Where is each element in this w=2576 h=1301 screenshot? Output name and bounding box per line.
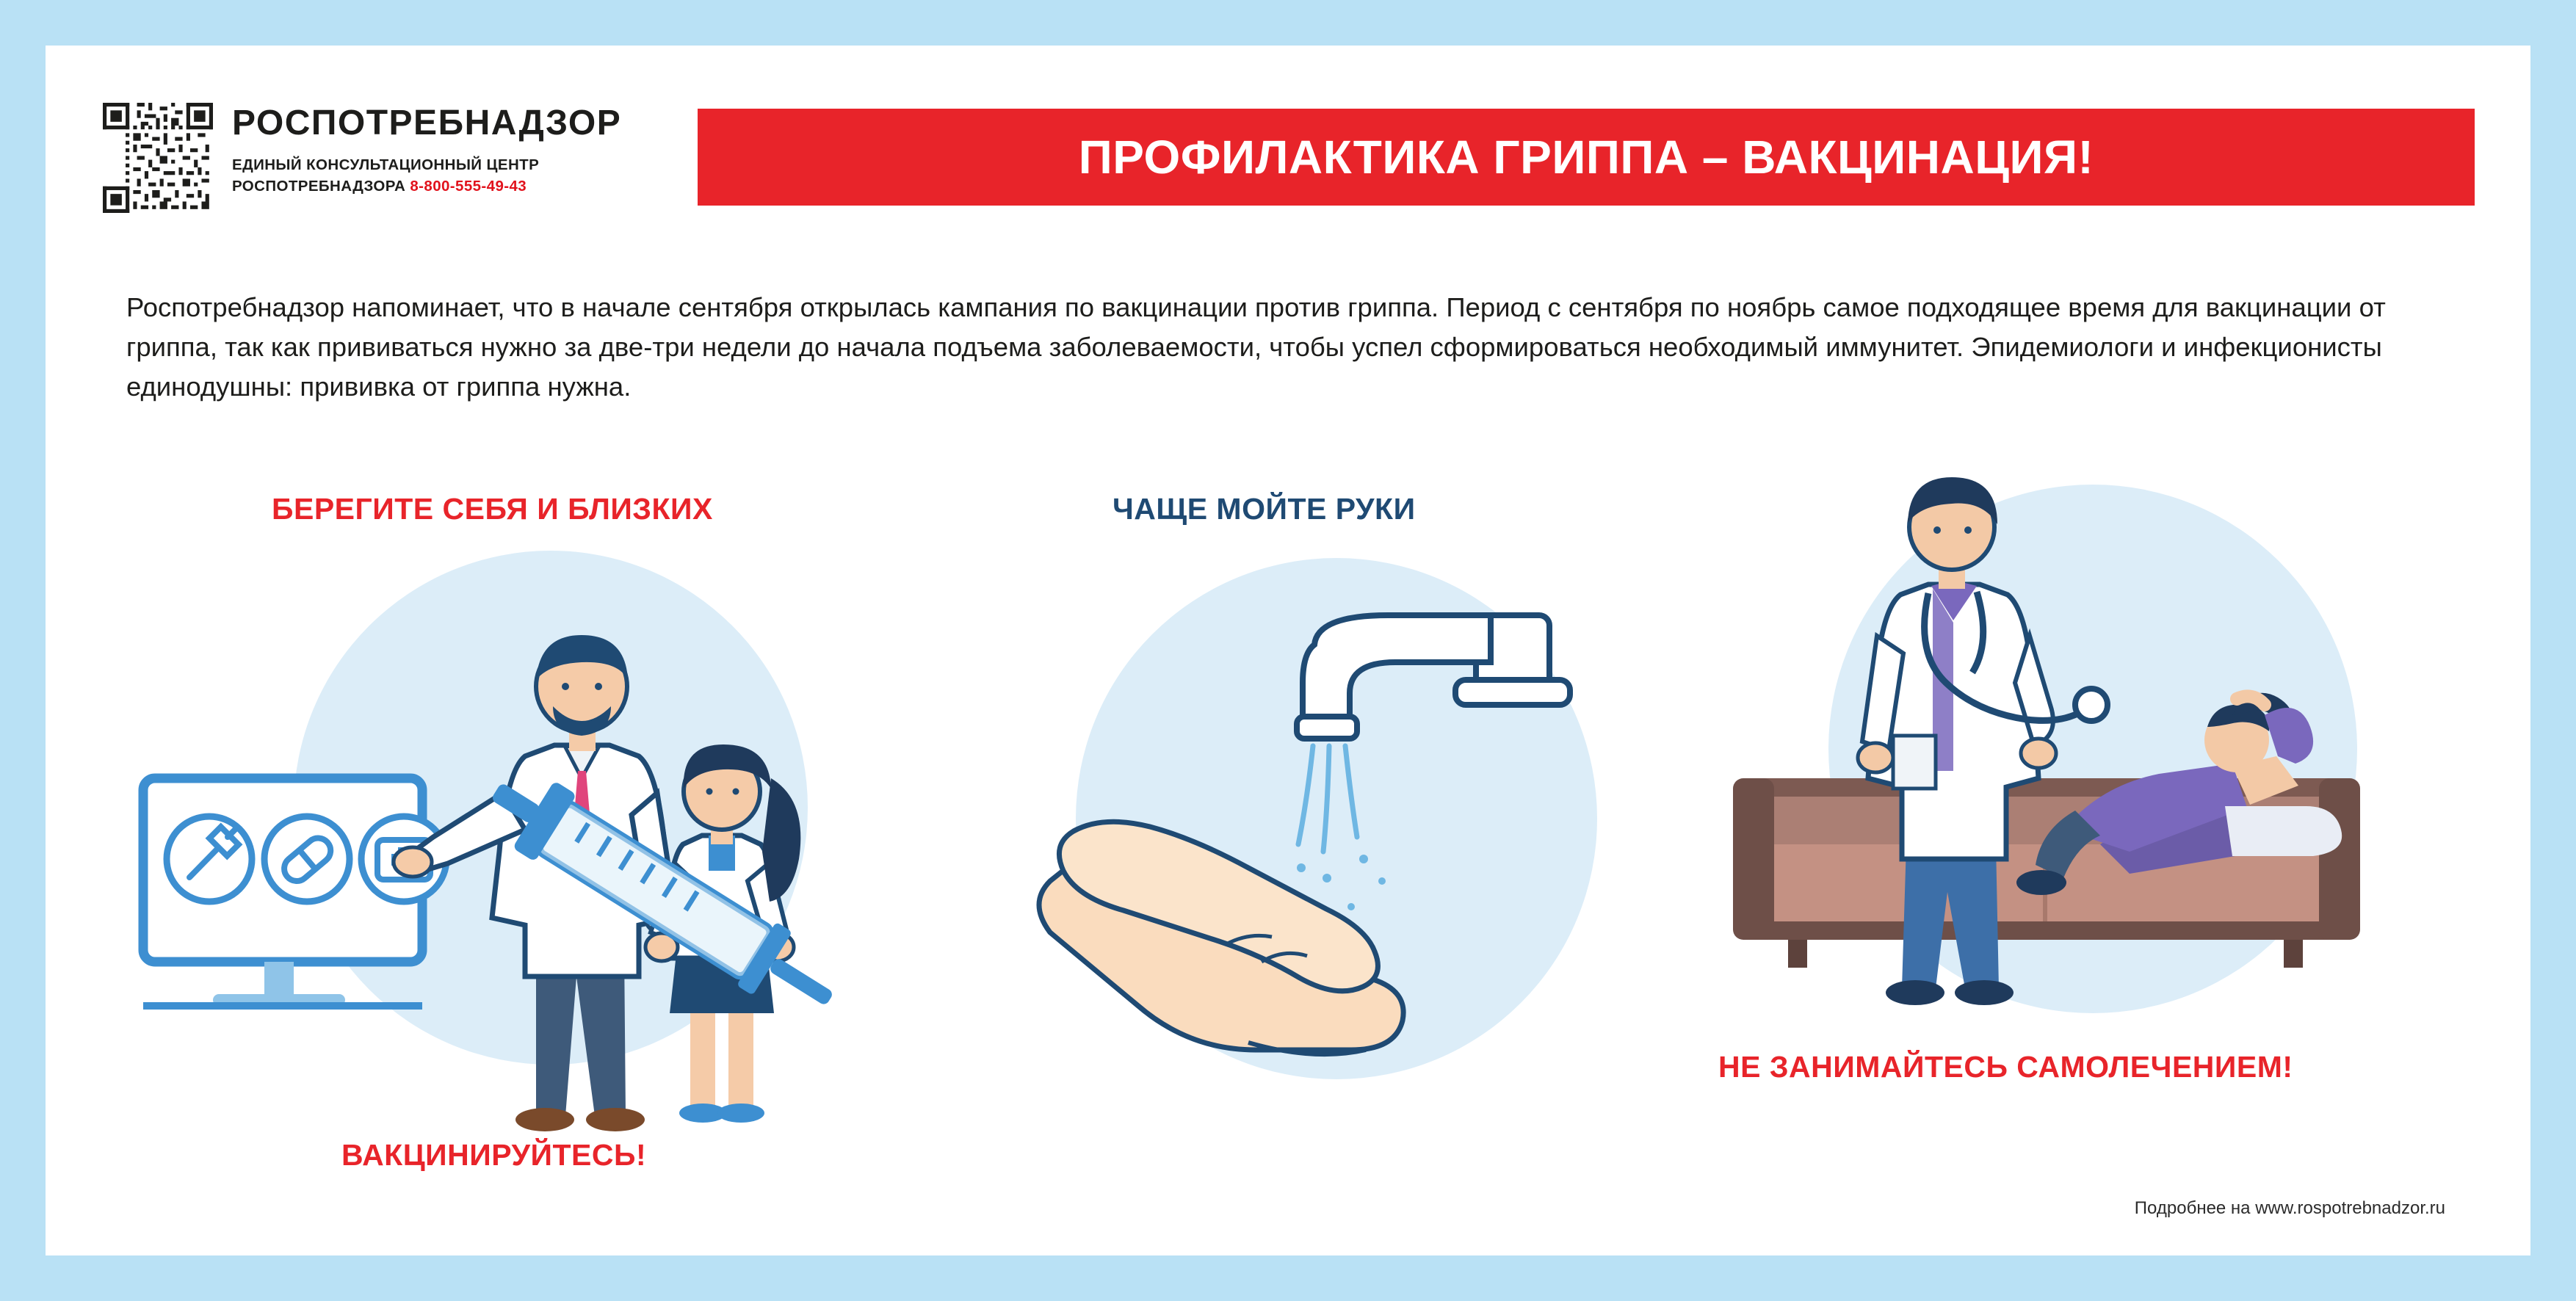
intro-paragraph: Роспотребнадзор напоминает, что в начале сентября открылась кампания по вакцинации против гриппа. Период с сентября по ноябрь самое подходящее время для вакцинации от гриппа, так как прививаться нужно за две-три недели до начала подъема заболеваемости, чтобы успел сформироваться необходимый иммунитет. Эпидемиологи и инфекционисты единодушны: прививка от гриппа нужна. bbox=[126, 292, 2386, 402]
footer-more-info[interactable]: Подробнее на www.rospotrebnadzor.ru bbox=[2134, 1198, 2445, 1218]
panel-handwash-heading: ЧАЩЕ МОЙТЕ РУКИ bbox=[1112, 492, 1416, 526]
panel-handwash bbox=[1006, 492, 1667, 1197]
header bbox=[103, 95, 2475, 250]
org-subtitle-line2: РОСПОТРЕБНАДЗОРА bbox=[232, 178, 406, 195]
panel-self-medication bbox=[1718, 455, 2475, 1204]
illustration-handwash bbox=[1006, 536, 1667, 1145]
logo-block bbox=[103, 103, 621, 213]
org-subtitle-line1: ЕДИНЫЙ КОНСУЛЬТАЦИОННЫЙ ЦЕНТР bbox=[232, 156, 540, 173]
illustration-vaccination bbox=[125, 536, 903, 1138]
panel-vaccination-heading-top: БЕРЕГИТЕ СЕБЯ И БЛИЗКИХ bbox=[272, 492, 713, 526]
hotline-phone[interactable]: 8-800-555-49-43 bbox=[410, 178, 527, 195]
org-name: РОСПОТРЕБНАДЗОР bbox=[232, 104, 622, 142]
title-banner bbox=[698, 109, 2475, 206]
faucet-icon bbox=[1297, 615, 1570, 739]
org-subtitle-line2-wrap bbox=[232, 175, 621, 197]
water-stream bbox=[1297, 746, 1386, 910]
panel-vaccination-heading-bottom: ВАКЦИНИРУЙТЕСЬ! bbox=[341, 1138, 647, 1172]
page-title: ПРОФИЛАКТИКА ГРИППА – ВАКЦИНАЦИЯ! bbox=[1078, 131, 2094, 184]
qr-code-icon bbox=[103, 103, 213, 213]
logo-text bbox=[232, 103, 621, 197]
panel-vaccination bbox=[125, 492, 903, 1197]
org-subtitle bbox=[232, 154, 621, 197]
monitor-icon bbox=[143, 778, 446, 1006]
panel-self-medication-heading: НЕ ЗАНИМАЙТЕСЬ САМОЛЕЧЕНИЕМ! bbox=[1718, 1050, 2293, 1084]
illustration-doctor-patient bbox=[1718, 463, 2475, 1050]
